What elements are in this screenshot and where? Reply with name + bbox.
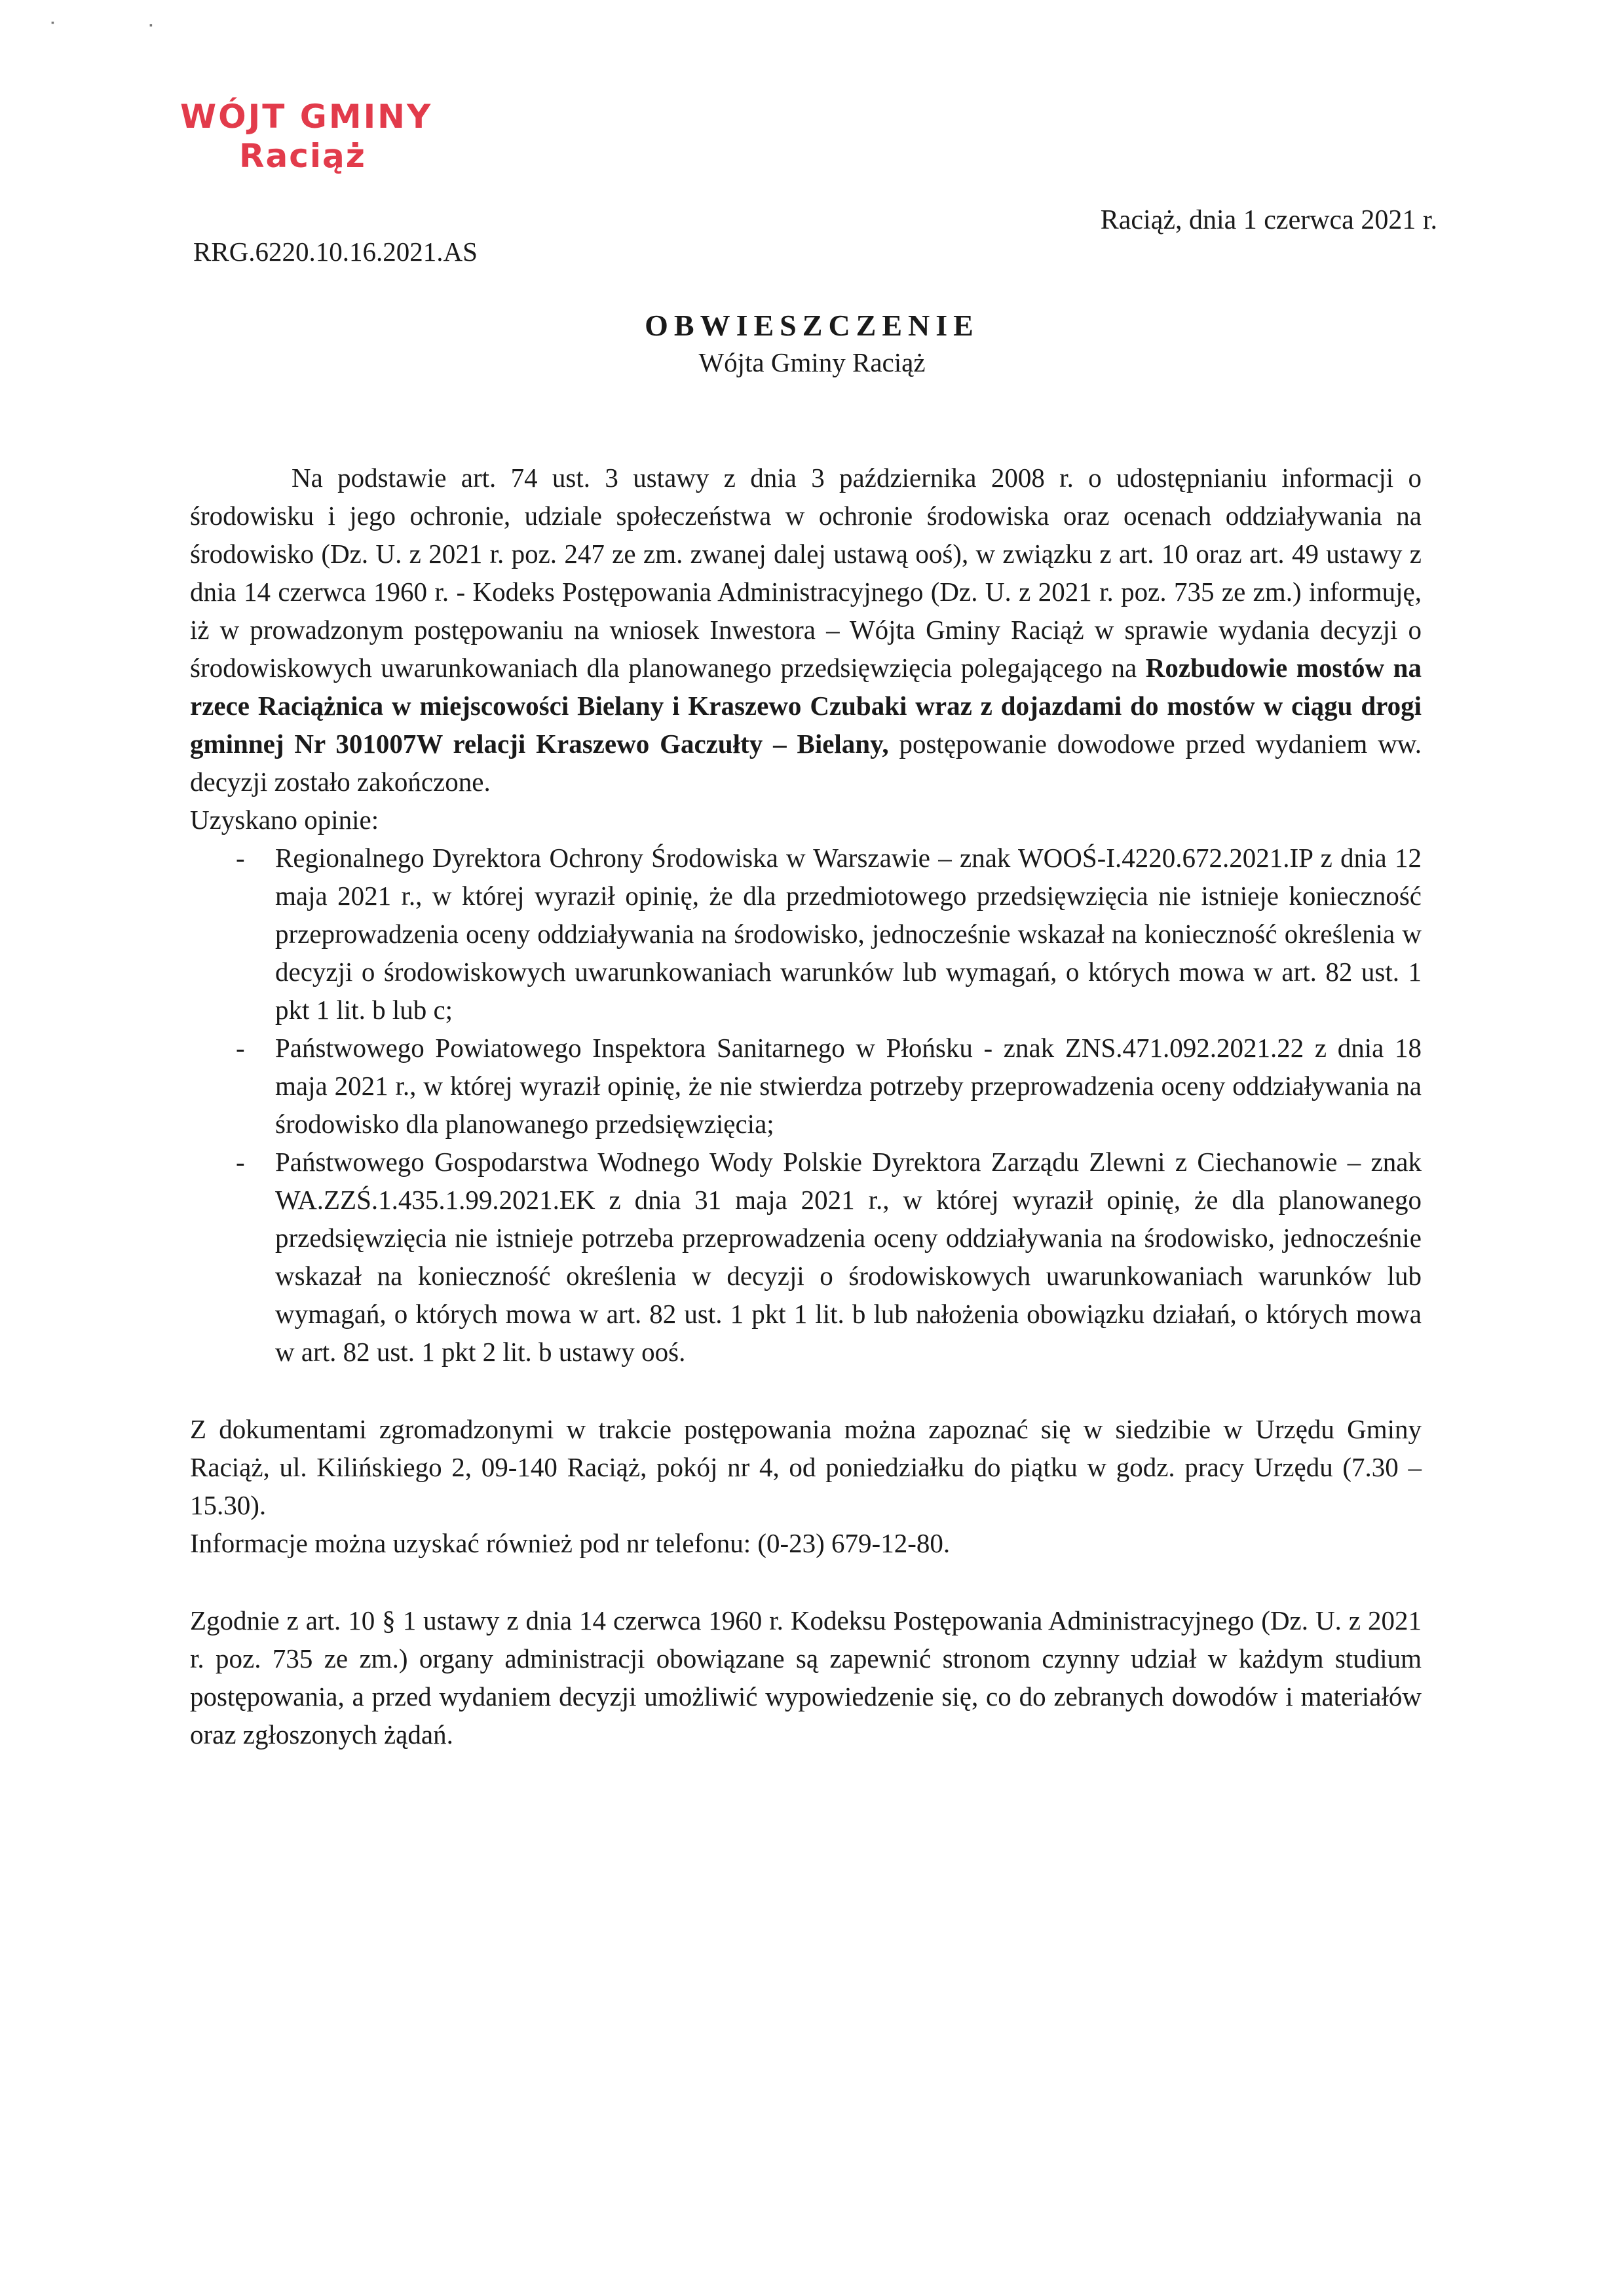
list-dash: - [236,1147,245,1177]
office-stamp [180,97,432,176]
opinion-text: Państwowego Gospodarstwa Wodnego Wody Polskie Dyrektora Zarządu Zlewni z Ciechanowie – znak WA.ZZŚ.1.435.1.99.2021.EK z dnia 31 maja 2021 r., w której wyraził opinię, że dla planowanego przedsięwzięcia nie istnieje potrzeba przeprowadzenia oceny oddziaływania na środowisko, jednocześnie wskazał na konieczność określenia w decyzji o środowiskowych uwarunkowaniach warunków lub wymagań, o których mowa w art. 82 ust. 1 pkt 1 lit. b lub nałożenia obowiązku działań, o których mowa w art. 82 ust. 1 pkt 2 lit. b ustawy ooś. [275,1147,1422,1367]
opinion-text: Regionalnego Dyrektora Ochrony Środowiska w Warszawie – znak WOOŚ-I.4220.672.2021.IP z dnia 12 maja 2021 r., w której wyraził opinię, że dla przedmiotowego przedsięwzięcia nie istnieje konieczność przeprowadzenia oceny oddziaływania na środowisko, jednocześnie wskazał na konieczność określenia w decyzji o środowiskowych uwarunkowaniach warunków lub wymagań, o których mowa w art. 82 ust. 1 pkt 1 lit. b lub c; [275,843,1422,1025]
list-item [190,1143,1422,1371]
phone-info: Informacje można uzyskać również pod nr telefonu: (0-23) 679-12-80. [190,1528,951,1558]
intro-conclusion: postępowanie dowodowe przed wydaniem ww. decyzji zostało zakończone. [190,729,1422,797]
stamp-line-2: Raciąż [239,137,366,175]
closing-paragraph: Zgodnie z art. 10 § 1 ustawy z dnia 14 czerwca 1960 r. Kodeksu Postępowania Administracyjnego (Dz. U. z 2021 r. poz. 735 ze zm.) organy administracji obowiązane są zapewnić stronom czynny udział w każdym studium postępowania, a przed wydaniem decyzji umożliwić wypowiedzenie się, co do zebranych dowodów i materiałów oraz zgłoszonych żądań. [190,1605,1422,1750]
document-title-block [0,308,1624,378]
document-title: OBWIESZCZENIE [645,309,979,342]
stamp-line-1: WÓJT GMINY [180,98,433,136]
intro-paragraph [190,459,1422,801]
intro-text: Na podstawie art. 74 ust. 3 ustawy z dnia 3 października 2008 r. o udostępnianiu informacji o środowisku i jego ochronie, udziale społeczeństwa w ochronie środowiska oraz ocenach oddziaływania na środowisko (Dz. U. z 2021 r. poz. 247 ze zm. zwanej dalej ustawą ooś), w związku z art. 10 oraz art. 49 ustawy z dnia 14 czerwca 1960 r. - Kodeks Postępowania Administracyjnego (Dz. U. z 2021 r. poz. 735 ze zm.) informuję, iż w prowadzonym postępowaniu na wniosek Inwestora – Wójta Gminy Raciąż w sprawie wydania decyzji o środowiskowych uwarunkowaniach dla planowanego przedsięwzięcia polegającego na [190,463,1422,683]
reference-number: RRG.6220.10.16.2021.AS [193,237,478,267]
project-name: Rozbudowie mostów na rzece Raciążnica w miejscowości Bielany i Kraszewo Czubaki wraz z dojazdami do mostów w ciągu drogi gminnej Nr 301007W relacji Kraszewo Gaczułty – Bielany, [190,653,1422,759]
opinions-heading: Uzyskano opinie: [190,805,379,835]
opinions-list [190,839,1422,1371]
documents-paragraph: Z dokumentami zgromadzonymi w trakcie postępowania można zapoznać się w siedzibie w Urzędu Gminy Raciąż, ul. Kilińskiego 2, 09-140 Raciąż, pokój nr 4, od poniedziałku do piątku w godz. pracy Urzędu (7.30 – 15.30). [190,1414,1422,1520]
scan-speck: ▪ [149,21,153,31]
document-subtitle: Wójta Gminy Raciąż [698,347,926,377]
opinion-text: Państwowego Powiatowego Inspektora Sanitarnego w Płońsku - znak ZNS.471.092.2021.22 z dnia 18 maja 2021 r., w której wyraził opinię, że nie stwierdza potrzeby przeprowadzenia oceny oddziaływania na środowisko dla planowanego przedsięwzięcia; [275,1033,1422,1139]
list-dash: - [236,843,245,873]
list-dash: - [236,1033,245,1063]
scan-speck: ▪ [51,18,54,28]
document-body [190,459,1422,1753]
list-item [190,839,1422,1029]
document-date: Raciąż, dnia 1 czerwca 2021 r. [1100,205,1437,235]
list-item [190,1029,1422,1143]
